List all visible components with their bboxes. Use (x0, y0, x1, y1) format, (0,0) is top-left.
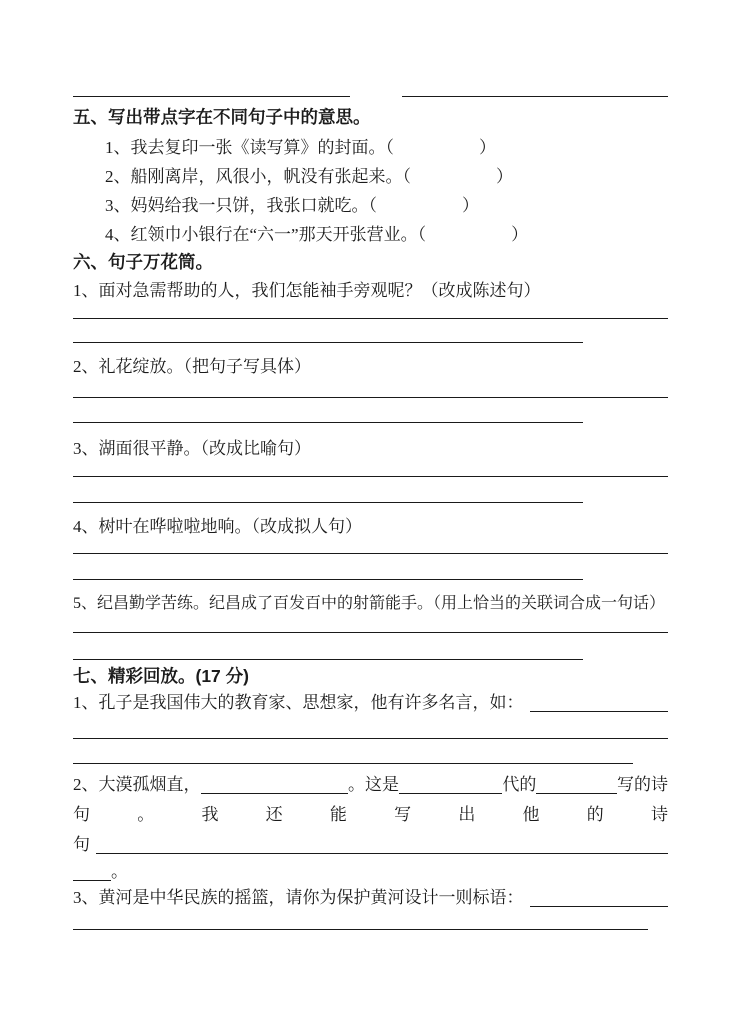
inline-blank (530, 902, 669, 907)
line-gap (350, 96, 402, 97)
section7-question-2-row3 (73, 834, 668, 856)
justified-char: 句 (73, 805, 90, 824)
section7-question-2-row1 (73, 774, 668, 796)
section5-items (73, 133, 668, 249)
section7-title: 七、精彩回放。(17 分) (73, 666, 249, 686)
section5-item-4: 4、红领巾小银行在“六一”那天开张营业。（ ） (105, 225, 529, 244)
answer-line (73, 476, 668, 477)
question-text: 。这是 (348, 775, 400, 794)
answer-line (73, 422, 583, 423)
answer-line (73, 632, 668, 633)
section7-question-3 (73, 887, 668, 909)
section5-title: 五、写出带点字在不同句子中的意思。 (73, 107, 371, 127)
section6-question-5: 5、纪昌勤学苦练。纪昌成了百发百中的射箭能手。（用上恰当的关联词合成一句话） (73, 595, 666, 612)
section6-question-2: 2、礼花绽放。（把句子写具体） (73, 357, 311, 376)
justified-char: 出 (458, 805, 476, 824)
answer-line (73, 659, 583, 660)
answer-line (73, 579, 583, 580)
section6-question-3: 3、湖面很平静。（改成比喻句） (73, 439, 311, 458)
section5-item-1: 1、我去复印一张《读写算》的封面。（ ） (105, 138, 496, 157)
section7-question-2-row2 (73, 804, 668, 826)
answer-line (73, 318, 668, 319)
inline-blank (201, 789, 349, 794)
section7-question-1 (73, 692, 668, 714)
answer-line (73, 397, 668, 398)
worksheet-content (73, 96, 668, 930)
inline-blank (96, 849, 668, 854)
section6-question-1: 1、面对急需帮助的人，我们怎能袖手旁观呢？（改成陈述句） (73, 281, 541, 300)
justified-char: 写 (394, 805, 412, 824)
question-text: 写的诗 (616, 775, 668, 794)
answer-line (402, 96, 668, 97)
continued-answer-lines (73, 96, 668, 97)
section7-question-2-row4 (73, 861, 668, 883)
justified-char: 我 (201, 805, 219, 824)
justified-char: 的 (586, 805, 604, 824)
section6-question-4: 4、树叶在哗啦啦地响。（改成拟人句） (73, 517, 362, 536)
justified-char: 他 (522, 805, 540, 824)
question-text: 3、黄河是中华民族的摇篮，请你为保护黄河设计一则标语： (73, 888, 524, 907)
inline-blank (73, 876, 111, 881)
inline-blank (530, 707, 669, 712)
justified-char: 还 (265, 805, 283, 824)
section5-item-3: 3、妈妈给我一只饼，我张口就吃。（ ） (105, 196, 479, 215)
section6-title: 六、句子万花筒。 (73, 252, 213, 272)
inline-blank (536, 789, 617, 794)
justified-char: 能 (329, 805, 347, 824)
question-text: 句 (73, 835, 90, 854)
section5-item-2: 2、船刚离岸，风很小，帆没有张起来。（ ） (105, 167, 513, 186)
answer-line (73, 929, 648, 930)
answer-line (73, 763, 633, 764)
justified-char: 。 (137, 805, 155, 824)
question-text: 代的 (502, 775, 537, 794)
answer-line (73, 553, 668, 554)
answer-line (73, 502, 583, 503)
answer-line (73, 342, 583, 343)
answer-line (73, 96, 350, 97)
answer-line (73, 738, 668, 739)
question-text: 2、大漠孤烟直， (73, 775, 201, 794)
question-text: 1、孔子是我国伟大的教育家、思想家，他有许多名言，如： (73, 693, 524, 712)
justified-char: 诗 (650, 805, 668, 824)
question-text: 。 (111, 862, 128, 881)
inline-blank (399, 789, 502, 794)
